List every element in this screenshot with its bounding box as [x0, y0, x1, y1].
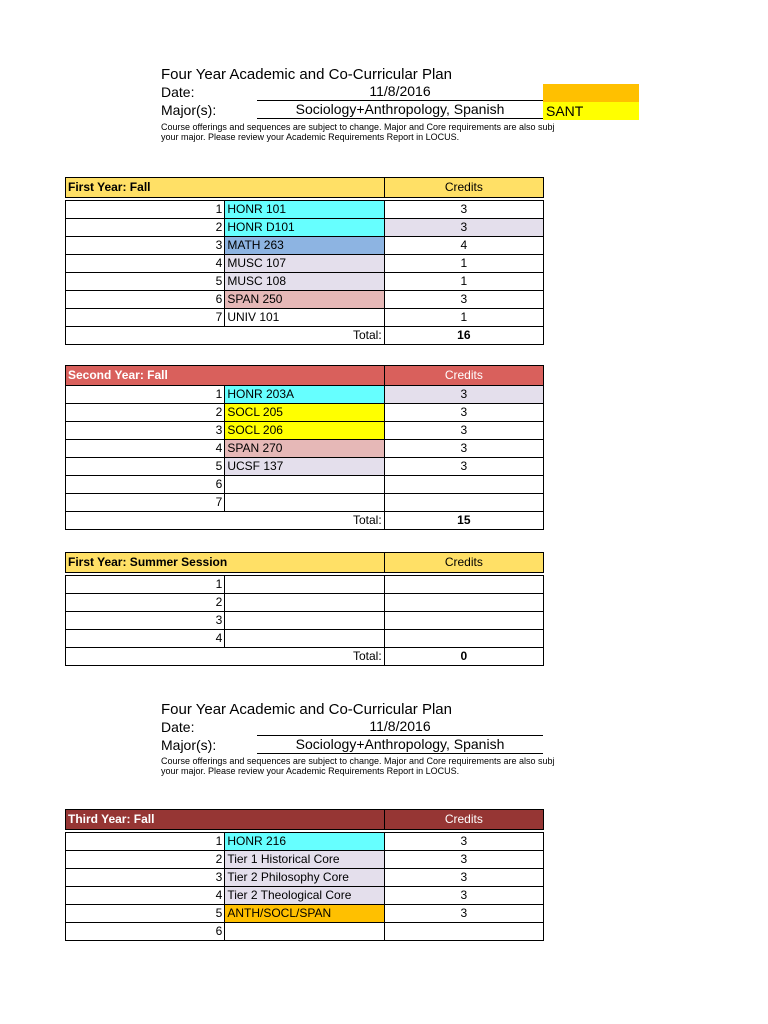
course-cell[interactable] — [225, 923, 384, 941]
section-heading: Second Year: Fall — [66, 366, 385, 386]
row-number: 1 — [66, 833, 225, 851]
row-number: 6 — [66, 923, 225, 941]
date-label: Date: — [161, 84, 195, 100]
row-number: 7 — [66, 494, 225, 512]
row-number: 5 — [66, 905, 225, 923]
table-row — [66, 833, 544, 851]
course-cell[interactable]: Tier 2 Philosophy Core — [225, 869, 384, 887]
course-cell[interactable]: Tier 1 Historical Core — [225, 851, 384, 869]
credits-cell[interactable]: 3 — [384, 386, 543, 404]
notice-line-2: your major. Please review your Academic Requirements Report in LOCUS. — [161, 132, 460, 142]
row-number: 2 — [66, 219, 225, 237]
credits-header: Credits — [384, 553, 543, 573]
credits-cell[interactable]: 3 — [384, 422, 543, 440]
total-label: Total: — [66, 512, 385, 530]
course-cell[interactable]: ANTH/SOCL/SPAN — [225, 905, 384, 923]
course-cell[interactable]: MUSC 108 — [225, 273, 384, 291]
row-number: 6 — [66, 476, 225, 494]
total-value: 15 — [384, 512, 543, 530]
course-cell[interactable]: SOCL 205 — [225, 404, 384, 422]
first-year-summer-table — [65, 552, 544, 666]
row-number: 4 — [66, 887, 225, 905]
course-cell[interactable]: SPAN 270 — [225, 440, 384, 458]
date-value: 11/8/2016 — [257, 83, 543, 101]
row-number: 2 — [66, 851, 225, 869]
course-cell[interactable]: SOCL 206 — [225, 422, 384, 440]
table-row — [66, 386, 544, 404]
row-number: 3 — [66, 237, 225, 255]
page-title: Four Year Academic and Co-Curricular Plan — [161, 701, 452, 718]
course-cell[interactable] — [225, 494, 384, 512]
major-code: SANT — [543, 102, 639, 120]
row-number: 5 — [66, 458, 225, 476]
course-cell[interactable]: MUSC 107 — [225, 255, 384, 273]
course-cell[interactable]: Tier 2 Theological Core — [225, 887, 384, 905]
credits-cell[interactable]: 3 — [384, 219, 543, 237]
major-label: Major(s): — [161, 102, 217, 118]
highlight-cell — [543, 84, 639, 102]
row-number: 4 — [66, 630, 225, 648]
row-number: 7 — [66, 309, 225, 327]
row-number: 1 — [66, 576, 225, 594]
credits-header: Credits — [384, 810, 543, 830]
row-number: 2 — [66, 404, 225, 422]
course-cell[interactable] — [225, 612, 384, 630]
third-year-fall-table — [65, 809, 544, 941]
credits-cell[interactable]: 3 — [384, 404, 543, 422]
table-row — [66, 905, 544, 923]
row-number: 3 — [66, 612, 225, 630]
course-cell[interactable]: SPAN 250 — [225, 291, 384, 309]
notice-line-1: Course offerings and sequences are subject to change. Major and Core requirements are also subj — [161, 756, 555, 766]
credits-cell[interactable]: 3 — [384, 201, 543, 219]
row-number: 4 — [66, 255, 225, 273]
date-value: 11/8/2016 — [257, 718, 543, 736]
table-header — [66, 553, 544, 573]
plan-header-2 — [161, 699, 641, 779]
table-row — [66, 404, 544, 422]
total-label: Total: — [66, 327, 385, 345]
course-cell[interactable] — [225, 594, 384, 612]
course-cell[interactable] — [225, 476, 384, 494]
credits-cell[interactable]: 1 — [384, 309, 543, 327]
course-cell[interactable]: MATH 263 — [225, 237, 384, 255]
course-cell[interactable]: HONR 101 — [225, 201, 384, 219]
total-row — [66, 327, 544, 345]
table-row — [66, 869, 544, 887]
section-heading: First Year: Summer Session — [66, 553, 385, 573]
table-row — [66, 422, 544, 440]
course-cell[interactable]: UNIV 101 — [225, 309, 384, 327]
course-cell[interactable]: HONR 203A — [225, 386, 384, 404]
credits-cell[interactable] — [384, 923, 543, 941]
second-year-fall-table — [65, 365, 544, 530]
credits-cell[interactable]: 1 — [384, 273, 543, 291]
table-row — [66, 237, 544, 255]
total-value: 16 — [384, 327, 543, 345]
row-number: 6 — [66, 291, 225, 309]
course-cell[interactable]: UCSF 137 — [225, 458, 384, 476]
table-row — [66, 887, 544, 905]
table-row — [66, 576, 544, 594]
date-label: Date: — [161, 719, 195, 735]
row-number: 5 — [66, 273, 225, 291]
plan-header — [161, 64, 641, 144]
course-cell[interactable] — [225, 630, 384, 648]
credits-cell[interactable] — [384, 612, 543, 630]
credits-cell[interactable] — [384, 576, 543, 594]
credits-cell[interactable]: 3 — [384, 869, 543, 887]
table-row — [66, 291, 544, 309]
course-cell[interactable]: HONR 216 — [225, 833, 384, 851]
credits-cell[interactable]: 1 — [384, 255, 543, 273]
row-number: 1 — [66, 201, 225, 219]
table-header — [66, 810, 544, 830]
total-row — [66, 512, 544, 530]
credits-cell[interactable] — [384, 594, 543, 612]
table-row — [66, 851, 544, 869]
table-row — [66, 255, 544, 273]
table-row — [66, 273, 544, 291]
table-header — [66, 366, 544, 386]
credits-cell[interactable] — [384, 630, 543, 648]
table-row — [66, 219, 544, 237]
table-row — [66, 440, 544, 458]
first-year-fall-table — [65, 177, 544, 345]
total-row — [66, 648, 544, 666]
row-number: 1 — [66, 386, 225, 404]
credits-header: Credits — [384, 178, 543, 198]
table-row — [66, 594, 544, 612]
course-cell[interactable]: HONR D101 — [225, 219, 384, 237]
credits-cell[interactable] — [384, 476, 543, 494]
row-number: 3 — [66, 869, 225, 887]
credits-cell[interactable]: 3 — [384, 440, 543, 458]
table-row — [66, 458, 544, 476]
credits-cell[interactable]: 3 — [384, 851, 543, 869]
table-row — [66, 476, 544, 494]
section-heading: Third Year: Fall — [66, 810, 385, 830]
total-value: 0 — [384, 648, 543, 666]
course-cell[interactable] — [225, 576, 384, 594]
major-value: Sociology+Anthropology, Spanish — [257, 101, 543, 119]
table-row — [66, 201, 544, 219]
credits-header: Credits — [384, 366, 543, 386]
table-row — [66, 309, 544, 327]
credits-cell[interactable]: 3 — [384, 291, 543, 309]
credits-cell[interactable]: 3 — [384, 458, 543, 476]
total-label: Total: — [66, 648, 385, 666]
row-number: 4 — [66, 440, 225, 458]
table-row — [66, 612, 544, 630]
credits-cell[interactable]: 3 — [384, 887, 543, 905]
notice-line-2: your major. Please review your Academic Requirements Report in LOCUS. — [161, 766, 460, 776]
table-row — [66, 630, 544, 648]
row-number: 2 — [66, 594, 225, 612]
credits-cell[interactable] — [384, 494, 543, 512]
table-header — [66, 178, 544, 198]
major-label: Major(s): — [161, 737, 217, 753]
section-heading: First Year: Fall — [66, 178, 385, 198]
table-row — [66, 923, 544, 941]
credits-cell[interactable]: 3 — [384, 905, 543, 923]
page-title: Four Year Academic and Co-Curricular Plan — [161, 66, 452, 83]
row-number: 3 — [66, 422, 225, 440]
table-row — [66, 494, 544, 512]
major-value: Sociology+Anthropology, Spanish — [257, 736, 543, 754]
credits-cell[interactable]: 3 — [384, 833, 543, 851]
notice-line-1: Course offerings and sequences are subject to change. Major and Core requirements are also subj — [161, 122, 555, 132]
credits-cell[interactable]: 4 — [384, 237, 543, 255]
